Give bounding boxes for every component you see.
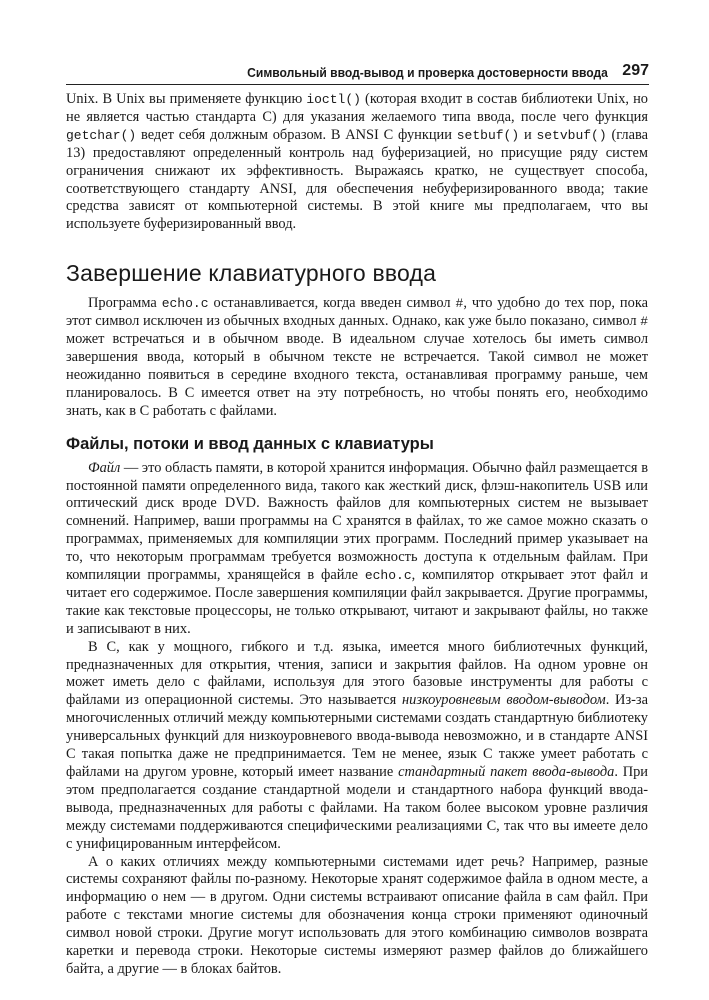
- running-header-title: Символьный ввод-вывод и проверка достоверности ввода: [247, 65, 609, 80]
- paragraph-unix-ioctl: Unix. В Unix вы применяете функцию ioctl() (которая входит в состав библиотеки Unix, но не является частью стандарта С) для указания желаемого типа ввода, после чего функция getchar() ведет себя должным образом. В ANSI С функции setbuf() и setvbuf() (глава 13) предоставляют определенный контроль над буферизацией, но присущие ряду систем ограничения снижают их эффективность. Выражаясь кратко, не существует способа, соответствующего стандарту ANSI, для обеспечения небуферизированного ввода; такие средства зависят от компьютерной системы. В этой книге мы предполагаем, что вы используете буферизированный ввод.: [66, 91, 648, 233]
- paragraph-io-levels: В С, как у мощного, гибкого и т.д. языка, имеется много библиотечных функций, предназначенных для открытия, чтения, записи и закрытия файлов. На одном уровне он может иметь дело с файлами, используя для этого базовые инструменты для работы с файлами из операционной системы. Это называется низкоуровневым вводом-выводом. Из-за многочисленных отличий между компьютерными системами создать стандартную библиотеку универсальных функций для низкоуровневого ввода-вывода невозможно, и в стандарте ANSI С такая попытка даже не предпринимается. Тем не менее, язык С также умеет работать с файлами на другом уровне, который имеет название стандартный пакет ввода-вывода. При этом предполагается создание стандартной модели и стандартного набора функций ввода-вывода, предназначенных для работы с файлами. На таком более высоком уровне различия между системами поддерживаются специфическими реализациями С, так что вы имеете дело с унифицированным интерфейсом.: [66, 638, 648, 852]
- paragraph-file-definition: Файл — это область памяти, в которой хранится информация. Обычно файл размещается в постоянной памяти определенного вида, такого как жесткий диск, флэш-накопитель USB или оптический диск вроде DVD. Важность файлов для компьютерных систем не вызывает сомнений. Например, ваши программы на С хранятся в файлах, то же самое можно сказать о программах, применяемых для компиляции этих программ. Последний пример указывает на то, что некоторым программам требуется возможность доступа к отдельным файлам. При компиляции программы, хранящейся в файле echo.c, компилятор открывает этот файл и читает его содержимое. После завершения компиляции файл закрывается. Другие программы, такие как текстовые процессоры, не только открывают, читают и закрывают файлы, но также и записывают в них.: [66, 459, 648, 637]
- paragraph-system-differences: А о каких отличиях между компьютерными системами идет речь? Например, разные системы сохраняют файлы по-разному. Некоторые хранят содержимое файла в одном месте, а информацию о нем — в другом. Одни системы встраивают описание файла в сам файл. При работе с текстами многие системы для обозначения конца строки применяют одиночный символ новой строки. Другие могут использовать для этого комбинацию символов возврата каретки и перевода строки. Некоторые системы измеряют размер файлов до ближайшего байта, а другие — в блоках байтов.: [66, 853, 648, 977]
- page-number: 297: [622, 62, 649, 79]
- running-header: [66, 50, 649, 85]
- paragraph-echo-termination: Программа echo.c останавливается, когда введен символ #, что удобно до тех пор, пока этот символ исключен из обычных входных данных. Однако, как уже было показано, символ # может встречаться и в обычном вводе. В идеальном случае хотелось бы иметь символ завершения ввода, который в обычном тексте не встречается. Такой символ не может неожиданно появиться в середине входного текста, останавливая программу раньше, чем планировалось. В С имеется ответ на эту потребность, но чтобы понять его, необходимо знать, как в С работать с файлами.: [66, 295, 648, 419]
- page-body: [66, 91, 648, 979]
- subsection-heading: Файлы, потоки и ввод данных с клавиатуры: [66, 434, 434, 453]
- section-heading: Завершение клавиатурного ввода: [66, 260, 437, 287]
